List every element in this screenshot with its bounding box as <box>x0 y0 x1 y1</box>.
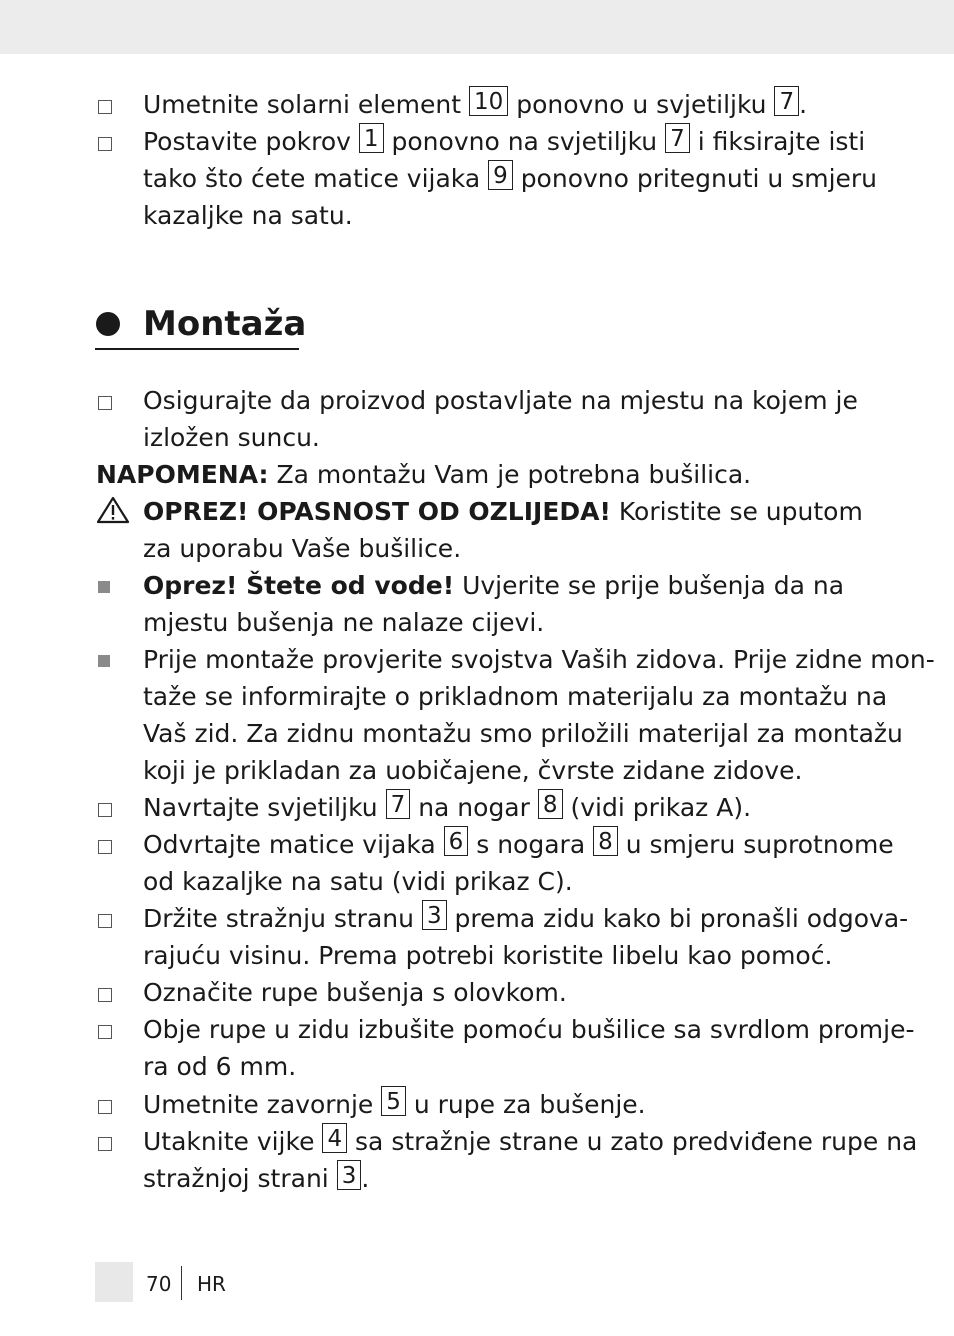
step-text: Držite stražnju stranu <box>143 904 414 933</box>
warning-label: OPREZ! OPASNOST OD OZLIJEDA! <box>143 497 611 526</box>
checkbox-icon <box>98 803 112 817</box>
step-unscrew-nuts <box>143 826 894 863</box>
step-text: tako što ćete matice vijaka <box>143 164 481 193</box>
note-text: Za montažu Vam je potrebna bušilica. <box>276 460 752 489</box>
note-label: NAPOMENA: <box>96 460 269 489</box>
warning-text: za uporabu Vaše bušilice. <box>143 534 462 563</box>
checkbox-icon <box>98 988 112 1002</box>
step-text: izložen suncu. <box>143 423 320 452</box>
step-text: . <box>799 90 808 119</box>
page-top-band <box>0 0 954 54</box>
info-text: taže se informirajte o prikladnom materijalu za montažu na <box>143 682 888 711</box>
checkbox-icon <box>98 840 112 854</box>
step-text: od kazaljke na satu (vidi prikaz C). <box>143 867 573 896</box>
step-drill <box>143 1011 915 1048</box>
checkbox-icon <box>98 1025 112 1039</box>
step-text: s nogara <box>476 830 586 859</box>
footer-tab <box>95 1262 133 1302</box>
step-text: rajuću visinu. Prema potrebi koristite libelu kao pomoć. <box>143 941 833 970</box>
section-bullet-icon <box>96 312 120 336</box>
step-text: i fiksirajte isti <box>697 127 866 156</box>
warning-text: Koristite se uputom <box>618 497 863 526</box>
step-text: Umetnite zavornje <box>143 1090 374 1119</box>
step-text: Označite rupe bušenja s olovkom. <box>143 978 567 1007</box>
step-insert-solar <box>143 86 863 123</box>
step-text: prema zidu kako bi pronašli odgova- <box>454 904 909 933</box>
section-underline <box>95 348 299 350</box>
step-text: u rupe za bušenje. <box>413 1090 646 1119</box>
checkbox-icon <box>98 100 112 114</box>
part-number: 5 <box>381 1086 406 1116</box>
language-code: HR <box>197 1272 226 1296</box>
page-number: 70 <box>146 1272 172 1296</box>
walls-info-line2 <box>143 678 888 715</box>
warning-injury <box>143 493 863 530</box>
step-text: sa stražnje strane u zato predviđene rupe na <box>355 1127 918 1156</box>
section-title: Montaža <box>143 304 307 344</box>
step-cover-line2 <box>143 160 878 197</box>
step-text: na nogar <box>418 793 530 822</box>
walls-info-line4 <box>143 752 863 789</box>
checkbox-icon <box>98 137 112 151</box>
part-number: 4 <box>322 1123 347 1153</box>
step-text: ra od 6 mm. <box>143 1052 297 1081</box>
part-number: 7 <box>665 123 690 153</box>
warning-triangle-icon <box>96 496 130 524</box>
step-text: Odvrtajte matice vijaka <box>143 830 436 859</box>
square-bullet-icon <box>98 655 110 667</box>
note <box>96 456 751 493</box>
walls-info <box>143 641 935 678</box>
part-number: 8 <box>538 789 563 819</box>
part-number: 3 <box>337 1160 362 1190</box>
step-sun-position <box>143 382 863 419</box>
step-mark-holes <box>143 974 863 1011</box>
info-text: Vaš zid. Za zidnu montažu smo priložili materijal za montažu <box>143 719 903 748</box>
step-text: Navrtajte svjetiljku <box>143 793 378 822</box>
step-text: u smjeru suprotnome <box>625 830 894 859</box>
step-text: Utaknite vijke <box>143 1127 315 1156</box>
checkbox-icon <box>98 1100 112 1114</box>
step-text: . <box>361 1164 370 1193</box>
caution-text: Uvjerite se prije bušenja da na <box>462 571 845 600</box>
step-screw-lamp <box>143 789 863 826</box>
info-text: Prije montaže provjerite svojstva Vaših zidova. Prije zidne mon- <box>143 645 935 674</box>
caution-label: Oprez! Štete od vode! <box>143 571 455 600</box>
step-text: stražnjoj strani <box>143 1164 329 1193</box>
step-sun-position-line2 <box>143 419 863 456</box>
info-text: koji je prikladan za uobičajene, čvrste zidane zidove. <box>143 756 803 785</box>
checkbox-icon <box>98 914 112 928</box>
step-text: Obje rupe u zidu izbušite pomoću bušilice sa svrdlom promje- <box>143 1015 915 1044</box>
part-number: 3 <box>422 900 447 930</box>
part-number: 8 <box>593 826 618 856</box>
step-text: Osigurajte da proizvod postavljate na mjestu na kojem je <box>143 386 858 415</box>
step-drill-line2 <box>143 1048 863 1085</box>
part-number: 10 <box>469 86 508 116</box>
footer-divider <box>181 1266 182 1300</box>
part-number: 1 <box>359 123 384 153</box>
part-number: 9 <box>488 160 513 190</box>
checkbox-icon <box>98 1137 112 1151</box>
checkbox-icon <box>98 396 112 410</box>
step-unscrew-nuts-line2 <box>143 863 863 900</box>
step-insert-screws <box>143 1123 918 1160</box>
caution-water <box>143 567 863 604</box>
step-text: Postavite pokrov <box>143 127 351 156</box>
step-insert-screws-line2 <box>143 1160 863 1197</box>
walls-info-line3 <box>143 715 903 752</box>
caution-water-line2 <box>143 604 863 641</box>
part-number: 6 <box>444 826 469 856</box>
part-number: 7 <box>386 789 411 819</box>
step-hold-back <box>143 900 909 937</box>
step-text: (vidi prikaz A). <box>570 793 752 822</box>
step-hold-back-line2 <box>143 937 863 974</box>
step-insert-plugs <box>143 1086 863 1123</box>
warning-injury-line2 <box>143 530 863 567</box>
part-number: 7 <box>774 86 799 116</box>
caution-text: mjestu bušenja ne nalaze cijevi. <box>143 608 545 637</box>
step-cover <box>143 123 866 160</box>
step-text: ponovno pritegnuti u smjeru <box>520 164 878 193</box>
step-text: ponovno na svjetiljku <box>391 127 658 156</box>
step-text: kazaljke na satu. <box>143 201 353 230</box>
step-cover-line3 <box>143 197 863 234</box>
square-bullet-icon <box>98 581 110 593</box>
step-text: ponovno u svjetiljku <box>516 90 767 119</box>
step-text: Umetnite solarni element <box>143 90 462 119</box>
